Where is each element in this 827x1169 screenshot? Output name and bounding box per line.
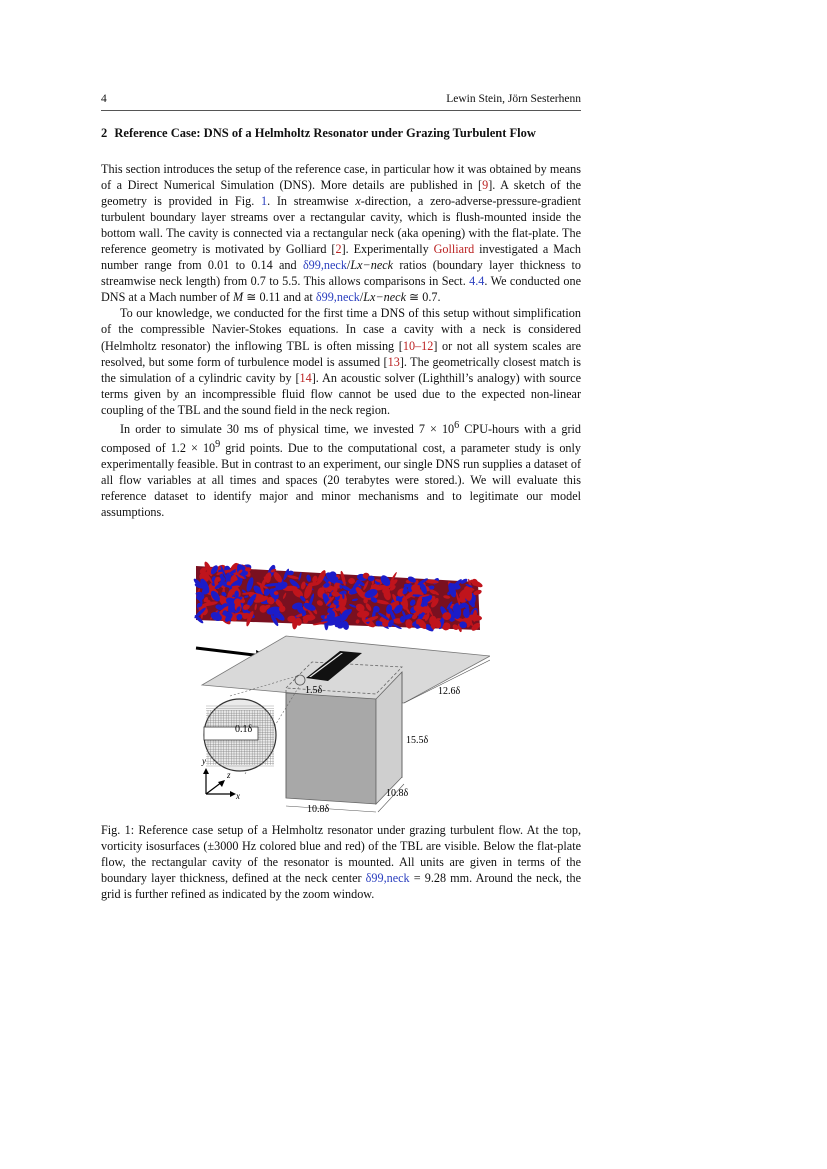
figure-link[interactable]: 1 (260, 194, 268, 209)
running-header (101, 90, 581, 111)
resonator-sketch (190, 560, 490, 820)
vortex-blob (368, 576, 375, 582)
citation-link[interactable]: Golliard (433, 242, 475, 257)
cavity-front (286, 693, 376, 804)
depth-label: 10.8δ (386, 788, 409, 799)
section-title: Reference Case: DNS of a Helmholtz Resonator under Grazing Turbulent Flow (114, 126, 536, 140)
axis-z-label: z (227, 770, 231, 780)
section-number: 2 (101, 126, 108, 140)
span-label: 12.6δ (438, 686, 461, 697)
axis-x-label: x (236, 791, 240, 801)
coordinate-axes (203, 768, 236, 797)
vorticity-isosurfaces (192, 561, 483, 633)
citation-link[interactable]: 2 (335, 242, 342, 257)
body-text (101, 161, 581, 520)
vortex-blob (416, 619, 418, 624)
figure-caption: Fig. 1: Reference case setup of a Helmholtz resonator under grazing turbulent flow. At the top, vorticity isosurfaces (±3000 Hz colored blue and red) of the TBL are visible. Below the flat-plate flow, the rectangular cavity of the resonator is mounted. All units are given in terms of the boundary layer thickness, defined at the neck center δ99,neck = 9.28 mm. Around the neck, the grid is further refined as indicated by the zoom window. (101, 823, 581, 902)
zoom-label: 0.1δ (235, 724, 253, 735)
symbol-link[interactable]: δ99,neck (365, 871, 410, 886)
citation-link[interactable]: 14 (299, 370, 312, 385)
height-label: 15.5δ (406, 735, 429, 746)
symbol-link[interactable]: δ99,neck (315, 290, 360, 305)
neck-length-label: 1.5δ (305, 685, 323, 696)
vortex-blob (348, 578, 355, 584)
citation-link[interactable]: 10–12 (402, 338, 434, 353)
width-label: 10.8δ (307, 804, 330, 815)
axis-y-label: y (202, 756, 206, 766)
section-heading (101, 126, 581, 141)
paragraph-1: This section introduces the setup of the reference case, in particular how it was obtained by means of a Direct Numerical Simulation (DNS). More details are published in [9]. A sketch of the geometry is provided in Fig. 1. In streamwise x-direction, a zero-adverse-pressure-gradient turbulent boundary layer streams over a rectangular cavity, which is flush-mounted inside the bottom wall. The cavity is connected via a rectangular neck (aka opening) with the flat-plate. The reference geometry is motivated by Golliard [2]. Experimentally Golliard investigated a Mach number range from 0.01 to 0.14 and δ99,neck/Lx−neck ratios (boundary layer thickness to streamwise neck length) from 0.7 to 5.5. This allows comparisons in Sect. 4.4. We conducted one DNS at a Mach number of M ≅ 0.11 and at δ99,neck/Lx−neck ≅ 0.7. (101, 162, 581, 305)
paragraph-2: To our knowledge, we conducted for the first time a DNS of this setup without simplification of the compressible Navier-Stokes equations. In case a cavity with a neck is considered (Helmholtz resonator) the inflowing TBL is often missing [10–12] or not all system scales are resolved, but some form of turbulence model is assumed [13]. The geometrically closest match is the simulation of a cylindric cavity by [14]. An acoustic solver (Lighthill’s analogy) with source terms given by an incompressible fluid flow cannot be used due to the expected non-linear coupling of the TBL and the sound field in the neck region. (101, 306, 581, 417)
header-authors: Lewin Stein, Jörn Sesterhenn (446, 93, 581, 105)
citation-link[interactable]: 9 (482, 178, 489, 193)
page-number: 4 (101, 93, 107, 105)
paragraph-3: In order to simulate 30 ms of physical time, we invested $7 \times 10^6$ CPU-hours with a grid composed of $1.2 \times 10^9$ grid points. Due to the computational cost, a parameter study is only experimentally feasible. But in contrast to an experiment, our single DNS run supplies a dataset of all flow variables at all times and spaces (20 terabytes were stored.). We will evaluate this reference dataset to identify major and minor mechanisms and to legitimate our model assumptions. (101, 419, 581, 520)
section-link[interactable]: 4.4 (469, 274, 485, 289)
figure-1 (190, 560, 490, 820)
symbol-link[interactable]: δ99,neck (302, 258, 347, 273)
citation-link[interactable]: 13 (387, 354, 400, 369)
